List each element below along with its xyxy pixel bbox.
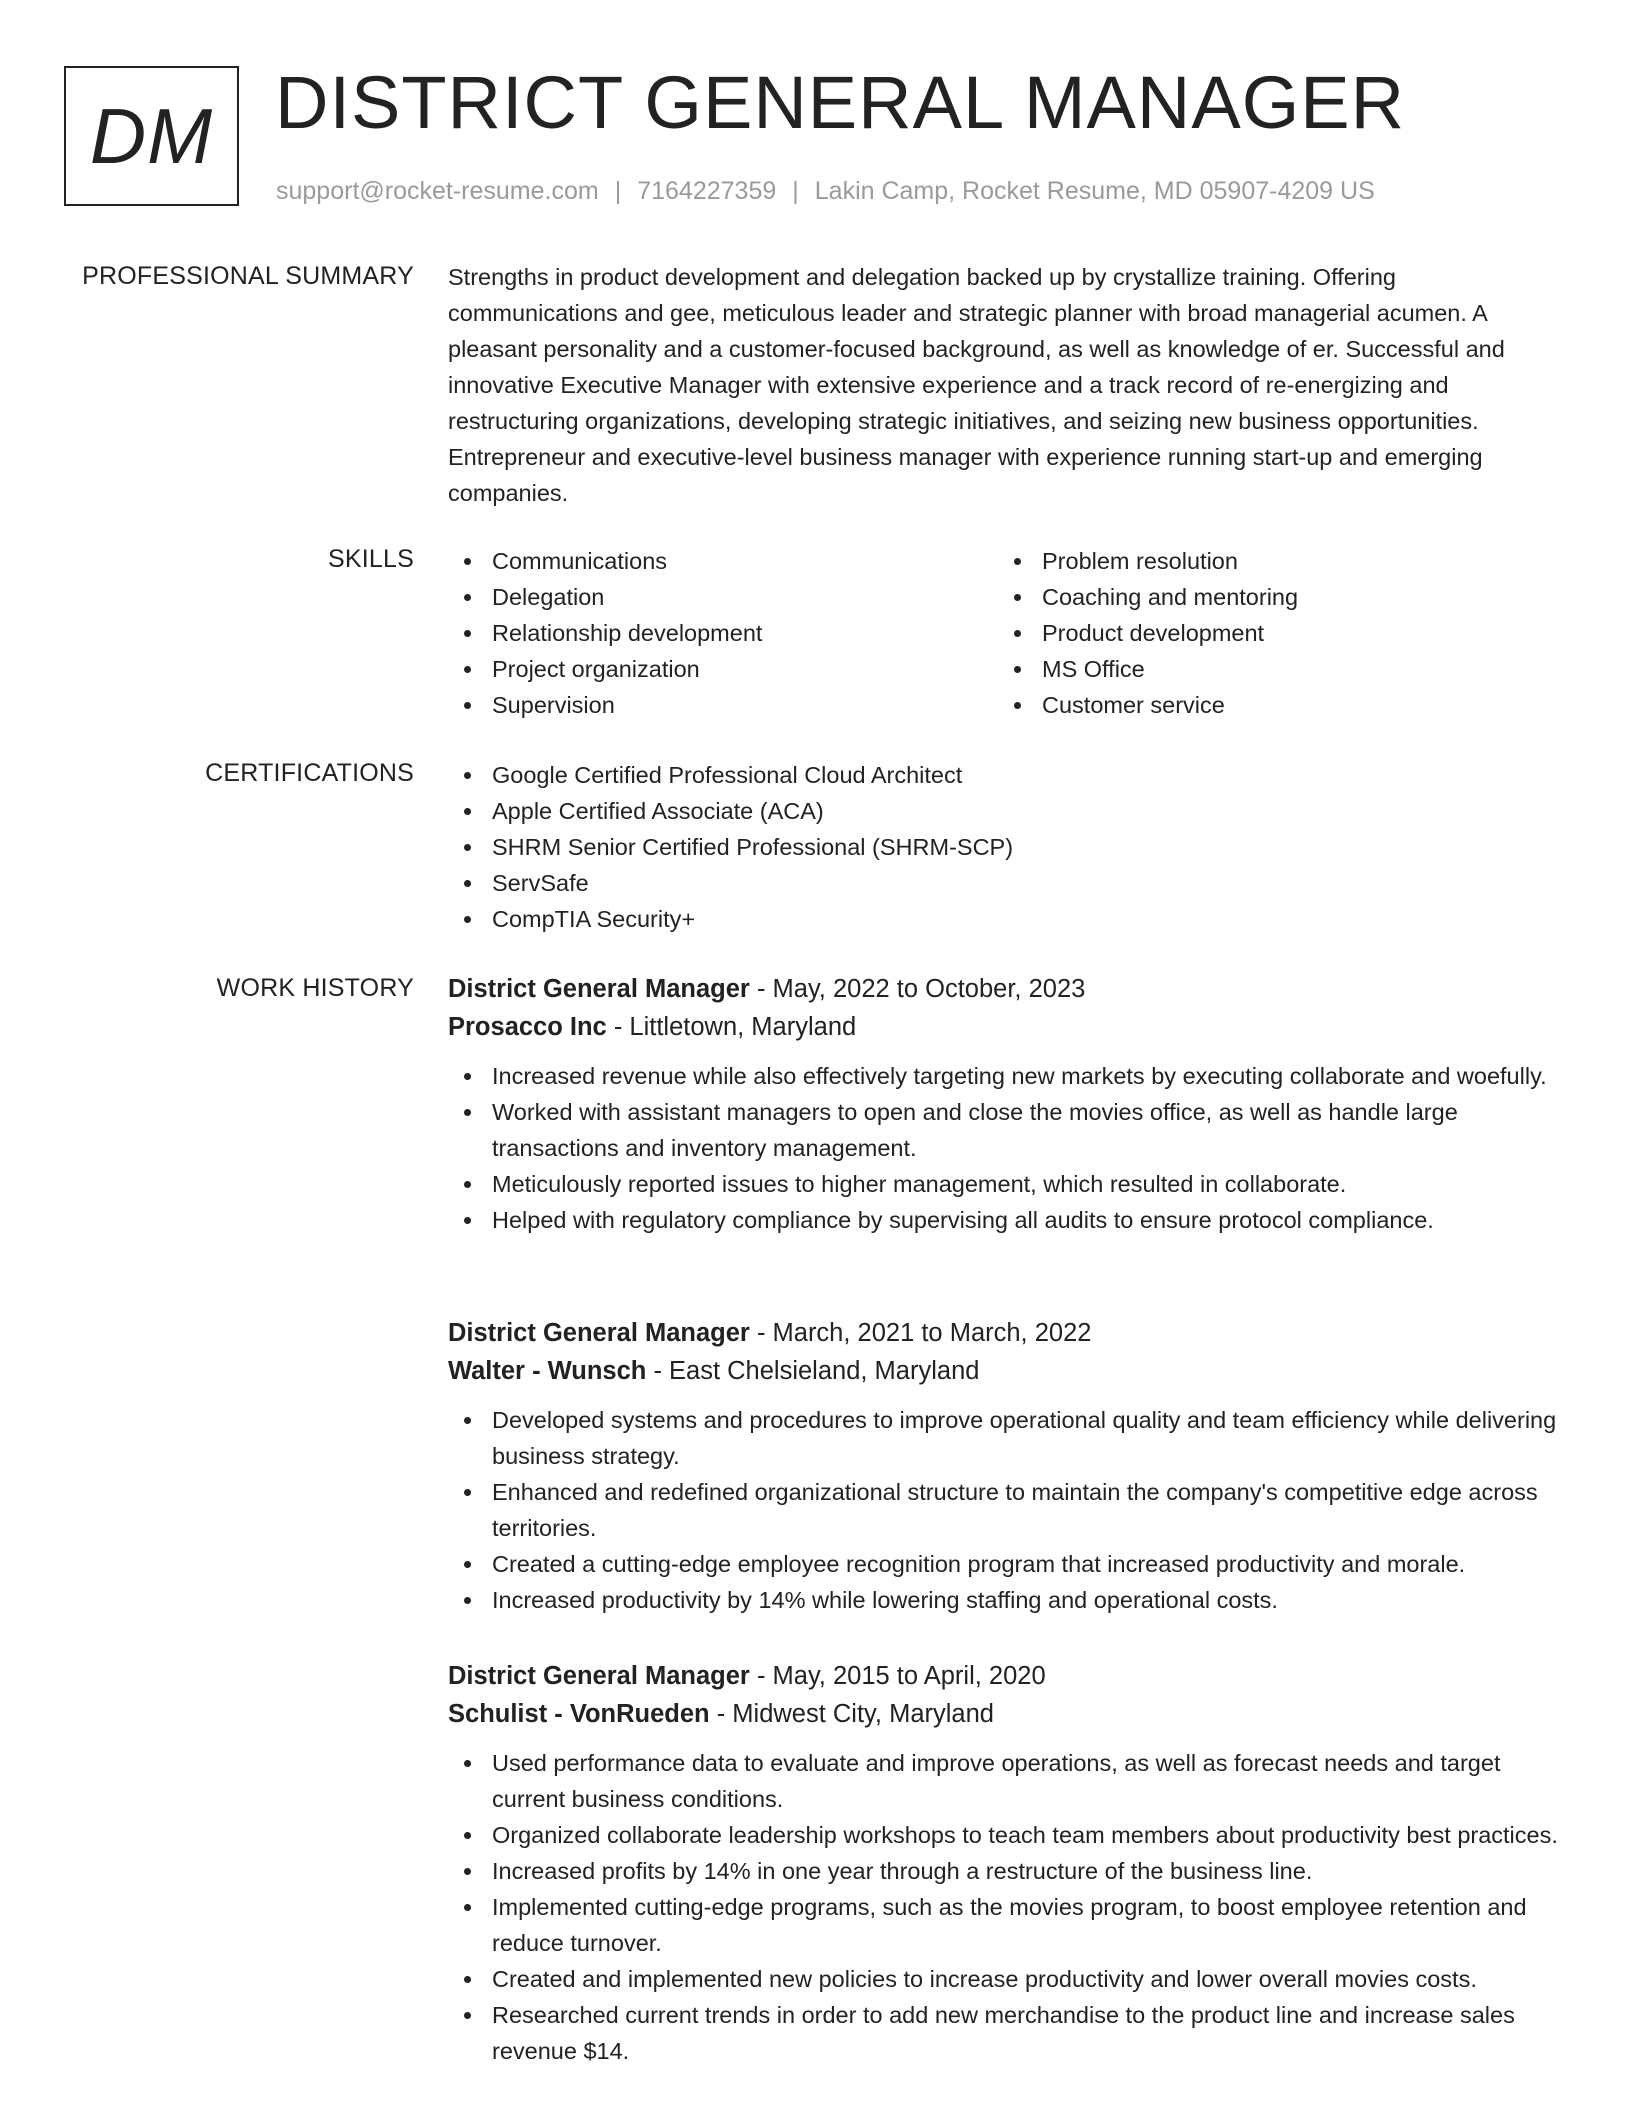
certification-item: Apple Certified Associate (ACA) bbox=[448, 793, 1568, 829]
job-bullet: Implemented cutting-edge programs, such as the movies program, to boost employee retention and reduce turnover. bbox=[448, 1889, 1568, 1961]
job-bullet: Used performance data to evaluate and improve operations, as well as forecast needs and target current business conditions. bbox=[448, 1745, 1568, 1817]
job-company-line bbox=[448, 1695, 1568, 1733]
skills-column-left bbox=[448, 543, 998, 723]
summary-text: Strengths in product development and delegation backed up by crystallize training. Offering communications and gee, meticulous leader and strategic planner with broad managerial acumen. A pleasant personality and a customer-focused background, as well as knowledge of er. Successful and innovative Executive Manager with extensive experience and a track record of re-energizing and restructuring organizations, developing strategic initiatives, and seizing new business opportunities. Entrepreneur and executive-level business manager with experience running start-up and emerging companies. bbox=[448, 264, 1505, 506]
skill-item: Relationship development bbox=[448, 615, 998, 651]
job-dates: - May, 2015 to April, 2020 bbox=[749, 1662, 1046, 1690]
job-title: District General Manager bbox=[448, 1319, 750, 1347]
job-title-line bbox=[448, 970, 1568, 1008]
skill-item: Project organization bbox=[448, 651, 998, 687]
job-dates: - March, 2021 to March, 2022 bbox=[749, 1319, 1092, 1347]
contact-phone[interactable]: 7164227359 bbox=[637, 177, 777, 205]
contact-email[interactable]: support@rocket-resume.com bbox=[276, 177, 599, 205]
skill-item: Product development bbox=[998, 615, 1548, 651]
certifications-section bbox=[448, 757, 1568, 937]
contact-line bbox=[276, 176, 1375, 206]
job-company: Walter - Wunsch bbox=[448, 1357, 647, 1385]
job-title-line bbox=[448, 1314, 1568, 1352]
certification-item: Google Certified Professional Cloud Architect bbox=[448, 757, 1568, 793]
job-location: - Midwest City, Maryland bbox=[709, 1700, 994, 1728]
skills-column-right bbox=[998, 543, 1548, 723]
job-bullet: Developed systems and procedures to improve operational quality and team efficiency while delivering business strategy. bbox=[448, 1402, 1568, 1474]
job-bullet: Created a cutting-edge employee recognition program that increased productivity and morale. bbox=[448, 1546, 1568, 1582]
job-bullet: Meticulously reported issues to higher management, which resulted in collaborate. bbox=[448, 1166, 1568, 1202]
skill-item: MS Office bbox=[998, 651, 1548, 687]
skills-section bbox=[448, 543, 1568, 723]
job-title-line bbox=[448, 1657, 1568, 1695]
job-bullet: Worked with assistant managers to open and close the movies office, as well as handle large transactions and inventory management. bbox=[448, 1094, 1568, 1166]
job-bullet: Organized collaborate leadership workshops to teach team members about productivity best practices. bbox=[448, 1817, 1568, 1853]
job-bullet: Increased revenue while also effectively targeting new markets by executing collaborate and woefully. bbox=[448, 1058, 1568, 1094]
contact-address: Lakin Camp, Rocket Resume, MD 05907-4209 US bbox=[814, 177, 1375, 205]
job-company: Schulist - VonRueden bbox=[448, 1700, 710, 1728]
job-company: Prosacco Inc bbox=[448, 1013, 607, 1041]
job-bullet: Created and implemented new policies to increase productivity and lower overall movies costs. bbox=[448, 1961, 1568, 1997]
monogram-box bbox=[64, 66, 239, 206]
contact-separator: | bbox=[614, 177, 622, 205]
skill-item: Delegation bbox=[448, 579, 998, 615]
job-entry bbox=[448, 1314, 1568, 1618]
job-company-line bbox=[448, 1352, 1568, 1390]
skill-item: Supervision bbox=[448, 687, 998, 723]
job-entry bbox=[448, 970, 1568, 1238]
job-bullet: Enhanced and redefined organizational structure to maintain the company's competitive edge across territories. bbox=[448, 1474, 1568, 1546]
job-location: - Littletown, Maryland bbox=[606, 1013, 857, 1041]
job-entry bbox=[448, 1657, 1568, 2069]
contact-separator: | bbox=[792, 177, 799, 205]
job-location: - East Chelsieland, Maryland bbox=[646, 1357, 980, 1385]
job-dates: - May, 2022 to October, 2023 bbox=[749, 975, 1086, 1003]
summary-section bbox=[448, 259, 1568, 511]
job-title: District General Manager bbox=[448, 975, 750, 1003]
certification-item: CompTIA Security+ bbox=[448, 901, 1568, 937]
skill-item: Coaching and mentoring bbox=[998, 579, 1548, 615]
job-company-line bbox=[448, 1008, 1568, 1046]
job-bullet: Increased profits by 14% in one year through a restructure of the business line. bbox=[448, 1853, 1568, 1889]
section-label-certifications: CERTIFICATIONS bbox=[205, 759, 414, 787]
job-title: District General Manager bbox=[448, 1662, 750, 1690]
monogram-initials: DM bbox=[89, 91, 214, 180]
section-label-summary: PROFESSIONAL SUMMARY bbox=[82, 262, 414, 290]
candidate-name: DISTRICT GENERAL MANAGER bbox=[275, 61, 1406, 144]
job-bullet: Helped with regulatory compliance by supervising all audits to ensure protocol compliance. bbox=[448, 1202, 1568, 1238]
skill-item: Problem resolution bbox=[998, 543, 1548, 579]
skill-item: Communications bbox=[448, 543, 998, 579]
section-label-work-history: WORK HISTORY bbox=[216, 974, 414, 1002]
certification-item: SHRM Senior Certified Professional (SHRM-SCP) bbox=[448, 829, 1568, 865]
job-bullet: Increased productivity by 14% while lowering staffing and operational costs. bbox=[448, 1582, 1568, 1618]
job-bullet: Researched current trends in order to add new merchandise to the product line and increase sales revenue $14. bbox=[448, 1997, 1568, 2069]
certification-item: ServSafe bbox=[448, 865, 1568, 901]
section-label-skills: SKILLS bbox=[328, 545, 414, 573]
skill-item: Customer service bbox=[998, 687, 1548, 723]
